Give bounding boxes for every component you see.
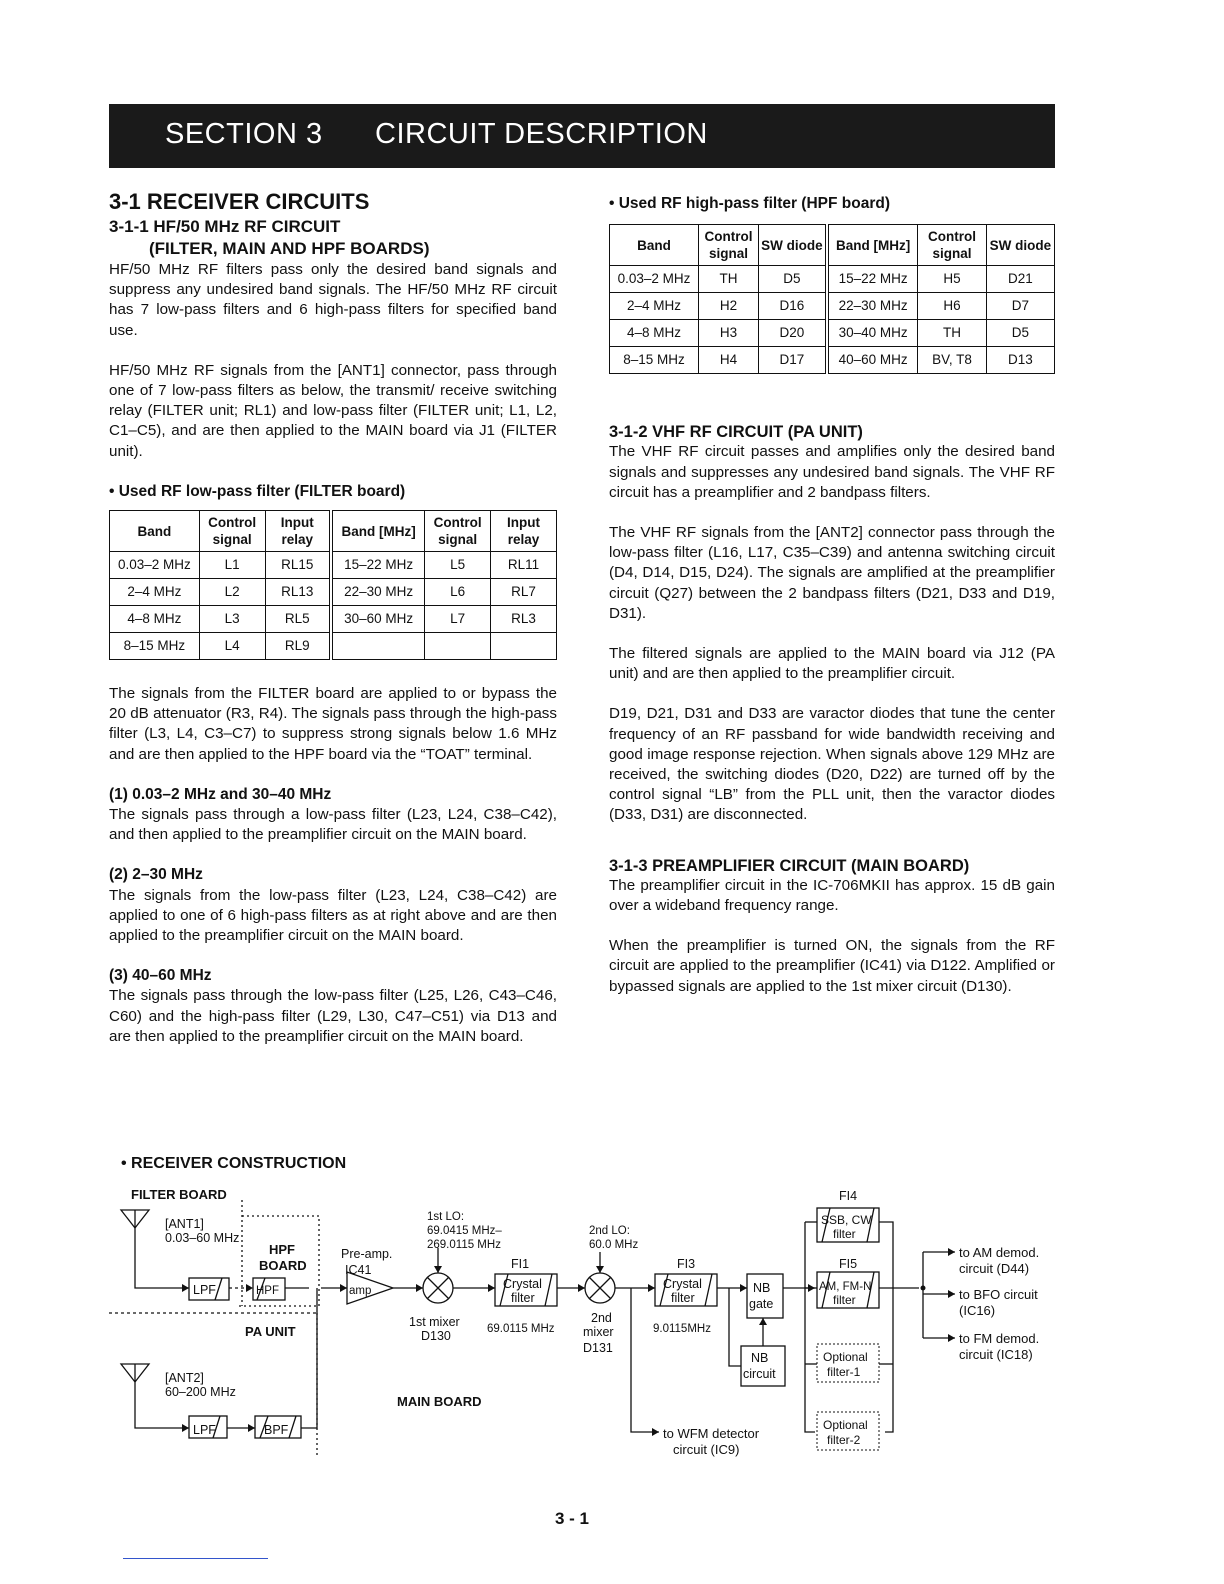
- ant1-label: [ANT1]: [165, 1217, 204, 1231]
- table-cell: H4: [699, 347, 759, 374]
- fi3-label: FI3: [677, 1257, 696, 1271]
- filter-label-fi4: filter: [833, 1227, 856, 1241]
- table-cell: L6: [425, 579, 491, 606]
- footer-rule: [123, 1558, 268, 1559]
- table-cell: D5: [759, 266, 827, 293]
- mixer1-label: 1st mixer: [409, 1315, 460, 1329]
- table-cell: RL15: [265, 552, 331, 579]
- paragraph: HF/50 MHz RF signals from the [ANT1] connector, pass through one of 7 low-pass filters as below, the transmit/ receive switching relay (FILTER unit; RL1) and low-pass filter (FILTER unit; L1, L2, C1–C5), and are then applied to the MAIN board via J1 (FILTER unit).: [109, 361, 557, 460]
- filter-label-fi5: filter: [833, 1293, 856, 1307]
- table-cell: 0.03–2 MHz: [110, 552, 200, 579]
- table-header: Input relay: [491, 511, 557, 552]
- subheading: (2) 2–30 MHz: [109, 866, 203, 884]
- hpf-board-label-2: BOARD: [259, 1258, 307, 1273]
- filter-label-fi1: filter: [511, 1291, 535, 1305]
- table-cell: 30–60 MHz: [331, 606, 425, 633]
- table-cell: 22–30 MHz: [827, 293, 918, 320]
- lpf-table-caption: • Used RF low-pass filter (FILTER board): [109, 482, 406, 500]
- ant2-label: [ANT2]: [165, 1371, 204, 1385]
- table-cell: [331, 633, 425, 660]
- mixer2-label-2: mixer: [583, 1325, 614, 1339]
- table-header: Band [MHz]: [331, 511, 425, 552]
- bpf-label: BPF: [264, 1423, 289, 1437]
- table-cell: RL3: [491, 606, 557, 633]
- lpf-label-1: LPF: [193, 1283, 216, 1297]
- section-number: SECTION 3: [165, 118, 323, 150]
- ant1-range: 0.03–60 MHz: [165, 1231, 240, 1245]
- table-cell: D5: [986, 320, 1054, 347]
- table-cell: D7: [986, 293, 1054, 320]
- filter-label-fi3: filter: [671, 1291, 695, 1305]
- table-cell: [425, 633, 491, 660]
- nb-circuit-label-2: circuit: [743, 1367, 776, 1381]
- table-cell: L7: [425, 606, 491, 633]
- fi1-frequency: 69.0115 MHz: [487, 1323, 555, 1335]
- table-row: [110, 633, 557, 660]
- table-cell: H3: [699, 320, 759, 347]
- mixer2-label-1: 2nd: [591, 1311, 612, 1325]
- table-cell: RL11: [491, 552, 557, 579]
- ant2-range: 60–200 MHz: [165, 1385, 236, 1399]
- table-cell: 8–15 MHz: [110, 633, 200, 660]
- lpf-table: [109, 510, 557, 660]
- table-header: Band: [610, 225, 699, 266]
- table-cell: H5: [918, 266, 986, 293]
- am-demod-label-2: circuit (D44): [959, 1261, 1030, 1276]
- lo1-label: 1st LO:: [427, 1211, 465, 1223]
- receiver-construction-diagram: [109, 1156, 1055, 1466]
- nb-gate-label-1: NB: [753, 1281, 771, 1295]
- table-cell: 15–22 MHz: [827, 266, 918, 293]
- table-row: [610, 320, 1055, 347]
- table-cell: H2: [699, 293, 759, 320]
- optional-label-2: Optional: [823, 1418, 868, 1432]
- table-cell: H6: [918, 293, 986, 320]
- table-cell: 15–22 MHz: [331, 552, 425, 579]
- fm-demod-label-2: circuit (IC18): [959, 1347, 1033, 1362]
- am-demod-label-1: to AM demod.: [959, 1245, 1040, 1260]
- table-row: [610, 347, 1055, 374]
- paragraph: The filtered signals are applied to the MAIN board via J12 (PA unit) and are then applied to the preamplifier circuit.: [609, 645, 1055, 683]
- table-header-row: [110, 511, 557, 552]
- hpf-label: HPF: [256, 1285, 279, 1297]
- nb-gate-label-2: gate: [749, 1297, 774, 1311]
- filter-board-label: FILTER BOARD: [131, 1187, 227, 1202]
- wfm-label-1: to WFM detector: [663, 1426, 760, 1441]
- table-row: [110, 552, 557, 579]
- table-row: [110, 579, 557, 606]
- table-cell: 4–8 MHz: [610, 320, 699, 347]
- table-cell: D20: [759, 320, 827, 347]
- table-row: [610, 266, 1055, 293]
- table-cell: 2–4 MHz: [610, 293, 699, 320]
- main-board-label: MAIN BOARD: [397, 1394, 482, 1409]
- table-cell: L2: [199, 579, 265, 606]
- paragraph: When the preamplifier is turned ON, the signals from the RF circuit are applied to the preamplifier (IC41) via D122. Amplified or bypassed signals are applied to the 1st mixer circuit (D130).: [609, 937, 1055, 995]
- table-header: Control signal: [918, 225, 986, 266]
- fm-demod-label-1: to FM demod.: [959, 1331, 1040, 1346]
- fi3-frequency: 9.0115MHz: [653, 1323, 711, 1335]
- table-cell: TH: [699, 266, 759, 293]
- paragraph: The signals from the low-pass filter (L23, L24, C38–C42) are applied to one of 6 high-pass filters as at right above and are then applied to the preamplifier circuit on the MAIN board.: [109, 886, 557, 945]
- subheading: (1) 0.03–2 MHz and 30–40 MHz: [109, 785, 332, 803]
- table-cell: L3: [199, 606, 265, 633]
- fi1-label: FI1: [511, 1257, 530, 1271]
- amp-label: amp: [349, 1285, 372, 1297]
- table-cell: 4–8 MHz: [110, 606, 200, 633]
- section-title: CIRCUIT DESCRIPTION: [375, 118, 708, 150]
- hpf-board-label-1: HPF: [269, 1242, 295, 1257]
- table-header: Control signal: [699, 225, 759, 266]
- paragraph: The signals pass through the low-pass filter (L25, L26, C43–C46, C60) and the high-pass filter (L29, L30, C47–C51) via D13 and are then applied to the preamplifier circuit on the MAIN board.: [109, 987, 557, 1045]
- table-cell: D16: [759, 293, 827, 320]
- table-row: [110, 606, 557, 633]
- table-cell: D21: [986, 266, 1054, 293]
- right-column: [609, 194, 1055, 997]
- lpf-label-2: LPF: [193, 1423, 216, 1437]
- paragraph: The signals pass through a low-pass filter (L23, L24, C38–C42), and then applied to the preamplifier circuit on the MAIN board.: [109, 806, 557, 844]
- paragraph: The preamplifier circuit in the IC-706MKII has approx. 15 dB gain over a wideband frequency range.: [609, 876, 1055, 915]
- table-cell: RL7: [491, 579, 557, 606]
- heading-hf-rf-boards: (FILTER, MAIN AND HPF BOARDS): [149, 239, 430, 258]
- table-cell: L1: [199, 552, 265, 579]
- heading-receiver-circuits: 3-1 RECEIVER CIRCUITS: [109, 189, 370, 214]
- optional-label-1: Optional: [823, 1350, 868, 1364]
- paragraph: The VHF RF signals from the [ANT2] connector pass through the low-pass filter (L16, L17, C35–C39) and antenna switching circuit (D4, D14, D15, D24). The signals are amplified at the preamplifier circuit (Q27) between the 2 bandpass filters (D21, D33 and D19, D31).: [609, 524, 1055, 622]
- crystal-label-fi1: Crystal: [503, 1277, 542, 1291]
- heading-preamplifier-circuit: 3-1-3 PREAMPLIFIER CIRCUIT (MAIN BOARD): [609, 856, 970, 875]
- table-cell: 40–60 MHz: [827, 347, 918, 374]
- am-fmn-label: AM, FM-N: [819, 1281, 872, 1293]
- optional-filter-2-label: filter-2: [827, 1433, 861, 1447]
- hpf-table: [609, 224, 1055, 374]
- subheading: (3) 40–60 MHz: [109, 967, 212, 985]
- ic41-label: IC41: [345, 1263, 372, 1277]
- table-cell: [491, 633, 557, 660]
- preamp-label: Pre-amp.: [341, 1247, 393, 1261]
- lo2-frequency: 60.0 MHz: [589, 1239, 639, 1251]
- table-cell: L4: [199, 633, 265, 660]
- paragraph: D19, D21, D31 and D33 are varactor diodes that tune the center frequency of an RF passband for wide bandwidth receiving and good image response rejection. When signals above 129 MHz are received, the switching diodes (D20, D22) are turned off by the control signal “LB” from the PLL unit, then the varactor diodes (D33, D31) are disconnected.: [609, 705, 1055, 824]
- table-cell: 8–15 MHz: [610, 347, 699, 374]
- table-header: Control signal: [425, 511, 491, 552]
- table-header: Input relay: [265, 511, 331, 552]
- table-cell: RL5: [265, 606, 331, 633]
- heading-vhf-rf-circuit: 3-1-2 VHF RF CIRCUIT (PA UNIT): [609, 423, 863, 442]
- table-cell: 2–4 MHz: [110, 579, 200, 606]
- lo1-range-start: 69.0415 MHz–: [427, 1225, 502, 1237]
- table-header: SW diode: [759, 225, 827, 266]
- ssb-cw-label: SSB, CW: [821, 1213, 872, 1227]
- table-cell: L5: [425, 552, 491, 579]
- optional-filter-1-label: filter-1: [827, 1365, 861, 1379]
- table-header: Band: [110, 511, 200, 552]
- paragraph: The VHF RF circuit passes and amplifies only the desired band signals and suppresses any undesired band signals. The VHF RF circuit has a preamplifier and 2 bandpass filters.: [609, 443, 1055, 501]
- mixer1-id: D130: [421, 1329, 451, 1343]
- table-cell: D17: [759, 347, 827, 374]
- left-column: [109, 188, 557, 1047]
- page-number: 3 - 1: [555, 1509, 590, 1528]
- fi5-label: FI5: [839, 1257, 858, 1271]
- table-cell: TH: [918, 320, 986, 347]
- lo1-range-end: 269.0115 MHz: [427, 1239, 501, 1251]
- crystal-label-fi3: Crystal: [663, 1277, 702, 1291]
- table-cell: RL13: [265, 579, 331, 606]
- table-cell: BV, T8: [918, 347, 986, 374]
- wfm-label-2: circuit (IC9): [673, 1442, 740, 1457]
- paragraph: HF/50 MHz RF filters pass only the desired band signals and suppress any undesired band signals. The HF/50 MHz RF circuit has 7 low-pass filters and 6 high-pass filters for specified band use.: [109, 261, 557, 339]
- bfo-label-2: (IC16): [959, 1303, 996, 1318]
- hpf-table-caption: • Used RF high-pass filter (HPF board): [609, 195, 890, 212]
- table-header: Band [MHz]: [827, 225, 918, 266]
- table-cell: 0.03–2 MHz: [610, 266, 699, 293]
- nb-circuit-label-1: NB: [751, 1351, 769, 1365]
- paragraph: The signals from the FILTER board are applied to or bypass the 20 dB attenuator (R3, R4). The signals pass through the high-pass filter (L3, L4, C3–C7) to suppress strong signals below 1.6 MHz and are then applied to the HPF board via the “TOAT” terminal.: [109, 685, 557, 763]
- table-row: [610, 293, 1055, 320]
- table-header: Control signal: [199, 511, 265, 552]
- diagram-title: • RECEIVER CONSTRUCTION: [121, 1156, 347, 1172]
- table-cell: D13: [986, 347, 1054, 374]
- table-cell: 22–30 MHz: [331, 579, 425, 606]
- heading-hf-rf-circuit: 3-1-1 HF/50 MHz RF CIRCUIT: [109, 217, 341, 236]
- lo2-label: 2nd LO:: [589, 1225, 630, 1237]
- table-cell: 30–40 MHz: [827, 320, 918, 347]
- bfo-label-1: to BFO circuit: [959, 1287, 1038, 1302]
- section-banner: [109, 104, 1055, 168]
- table-header-row: [610, 225, 1055, 266]
- pa-unit-label: PA UNIT: [245, 1324, 296, 1339]
- table-cell: RL9: [265, 633, 331, 660]
- table-header: SW diode: [986, 225, 1054, 266]
- mixer2-id: D131: [583, 1341, 613, 1355]
- fi4-label: FI4: [839, 1189, 858, 1203]
